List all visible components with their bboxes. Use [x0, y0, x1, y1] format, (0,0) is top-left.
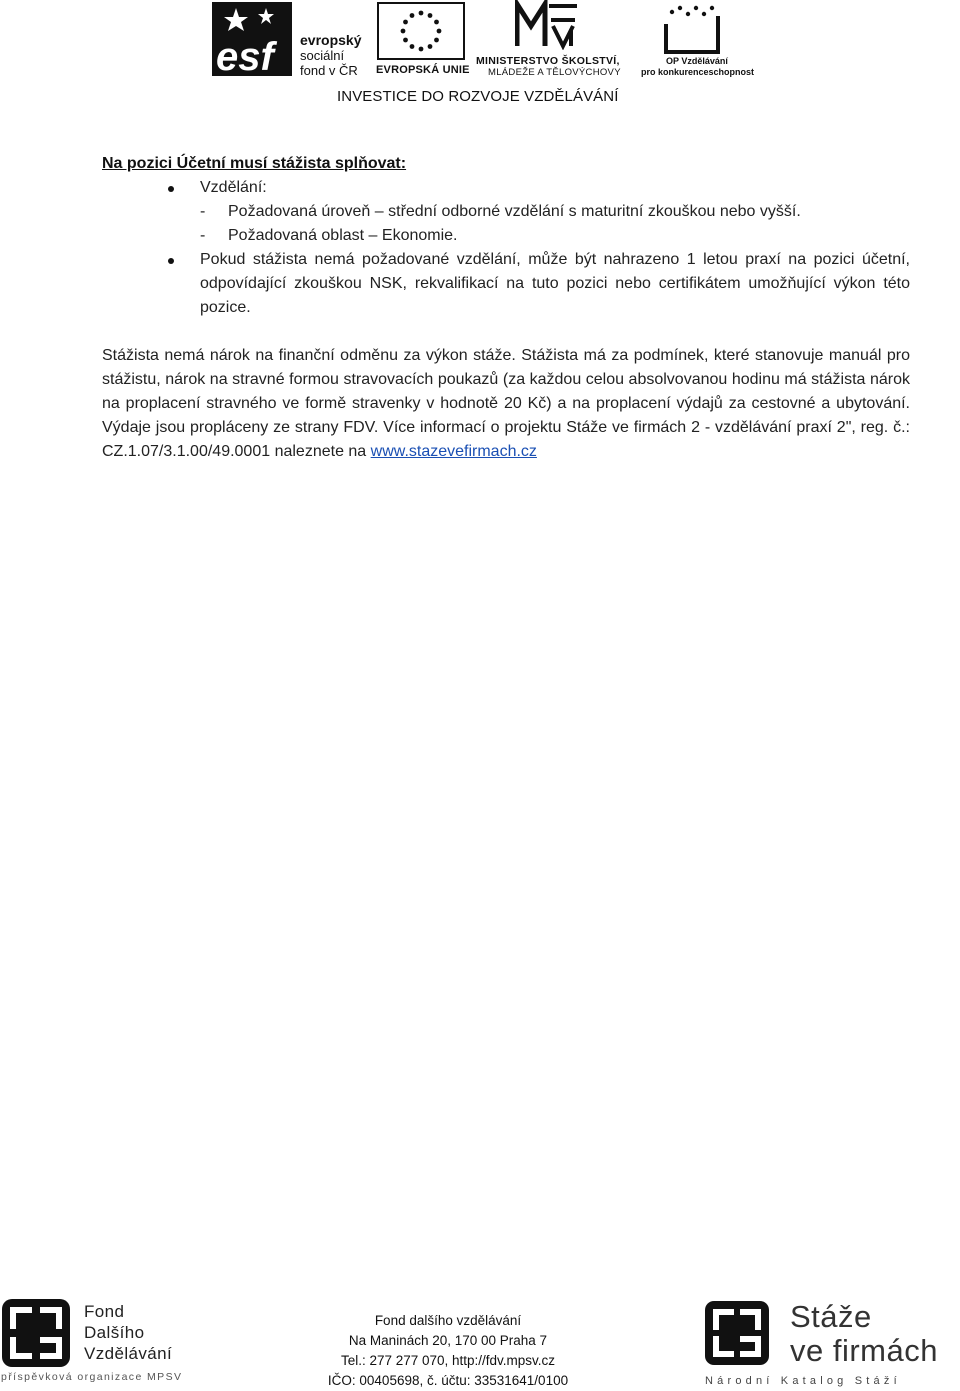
list-item-text: Vzdělání:	[200, 179, 267, 196]
op-line1: OP Vzdělávání	[666, 56, 728, 66]
stazevefirmach-subtitle: Národní Katalog Stáží	[705, 1375, 901, 1387]
esf-line1: evropský	[300, 32, 362, 48]
fdv-name	[84, 1301, 172, 1364]
address-line: Tel.: 277 277 070, http://fdv.mpsv.cz	[340, 1353, 556, 1368]
op-logo-icon	[662, 2, 722, 54]
address-line: IČO: 00405698, č. účtu: 33531641/0100	[327, 1373, 569, 1388]
sub-list-item-text: Požadovaná oblast – Ekonomie.	[228, 227, 458, 244]
eu-label: EVROPSKÁ UNIE	[376, 64, 470, 76]
dash-icon: -	[200, 227, 206, 244]
paragraph	[102, 344, 910, 464]
svg-text:esf: esf	[216, 35, 274, 76]
esf-line2: sociální	[300, 48, 345, 63]
website-link[interactable]: www.stazevefirmach.cz	[370, 443, 537, 460]
footer-address	[300, 1311, 596, 1391]
fdv-logo-icon	[0, 1297, 72, 1369]
bullet-icon	[168, 258, 174, 264]
section-heading: Na pozici Účetní musí stážista splňovat:	[102, 155, 407, 172]
sub-list-item	[102, 200, 910, 224]
sub-list-item-text: Požadovaná úroveň – střední odborné vzdělání s maturitní zkouškou nebo vyšší.	[228, 203, 801, 220]
address-line: Na Maninách 20, 170 00 Praha 7	[348, 1333, 548, 1348]
fdv-word1: Fond	[84, 1302, 125, 1321]
op-line2: pro konkurenceschopnost	[641, 67, 755, 77]
list-item	[102, 176, 910, 200]
header-logos	[0, 0, 960, 110]
stazevefirmach-logo-icon	[704, 1300, 770, 1366]
dash-icon: -	[200, 203, 206, 220]
bullet-icon	[168, 186, 174, 192]
esf-logo-icon	[212, 2, 292, 76]
fdv-word3: Vzdělávání	[84, 1344, 173, 1363]
paragraph-text: Stážista nemá nárok na finanční odměnu za výkon stáže. Stážista má za podmínek, které stanovuje manuál pro stážistu, nárok na stravné formou stravovacích poukazů (za každou celou absolvovanou hodinu má stážista nárok na proplacení stravného ve formě stravenky v hodnotě 20 Kč) a na proplacení výdajů za cestovné a ubytování. Výdaje jsou propláceny ze strany FDV. Více informací o projektu Stáže ve firmách 2 - vzdělávání praxí 2", reg. č.: CZ.1.07/3.1.00/49.0001 naleznete na	[102, 347, 910, 460]
fdv-subtitle: příspěvková organizace MPSV	[1, 1371, 183, 1383]
sf-line1: Stáže	[790, 1299, 872, 1334]
fdv-word2: Dalšího	[84, 1323, 145, 1342]
list-item	[102, 248, 910, 320]
document-body	[102, 152, 910, 480]
esf-text	[300, 33, 361, 78]
msmt-logo-icon	[515, 0, 579, 50]
esf-line3: fond v ČR	[300, 63, 358, 78]
stazevefirmach-name	[790, 1300, 938, 1368]
sf-line2: ve firmách	[790, 1333, 938, 1368]
header-tagline: INVESTICE DO ROZVOJE VZDĚLÁVÁNÍ	[337, 88, 619, 105]
sub-list-item	[102, 224, 910, 248]
msmt-line2: MLÁDEŽE A TĚLOVÝCHOVY	[488, 67, 621, 78]
eu-flag-icon	[377, 2, 465, 60]
address-line: Fond dalšího vzdělávání	[374, 1313, 522, 1328]
list-item-text: Pokud stážista nemá požadované vzdělání, může být nahrazeno 1 letou praxí na pozici účetní, odpovídající zkouškou NSK, rekvalifikací na tuto pozici nebo certifikátem umožňující výkon této pozice.	[200, 251, 910, 316]
msmt-line1: MINISTERSTVO ŠKOLSTVÍ,	[476, 55, 620, 67]
